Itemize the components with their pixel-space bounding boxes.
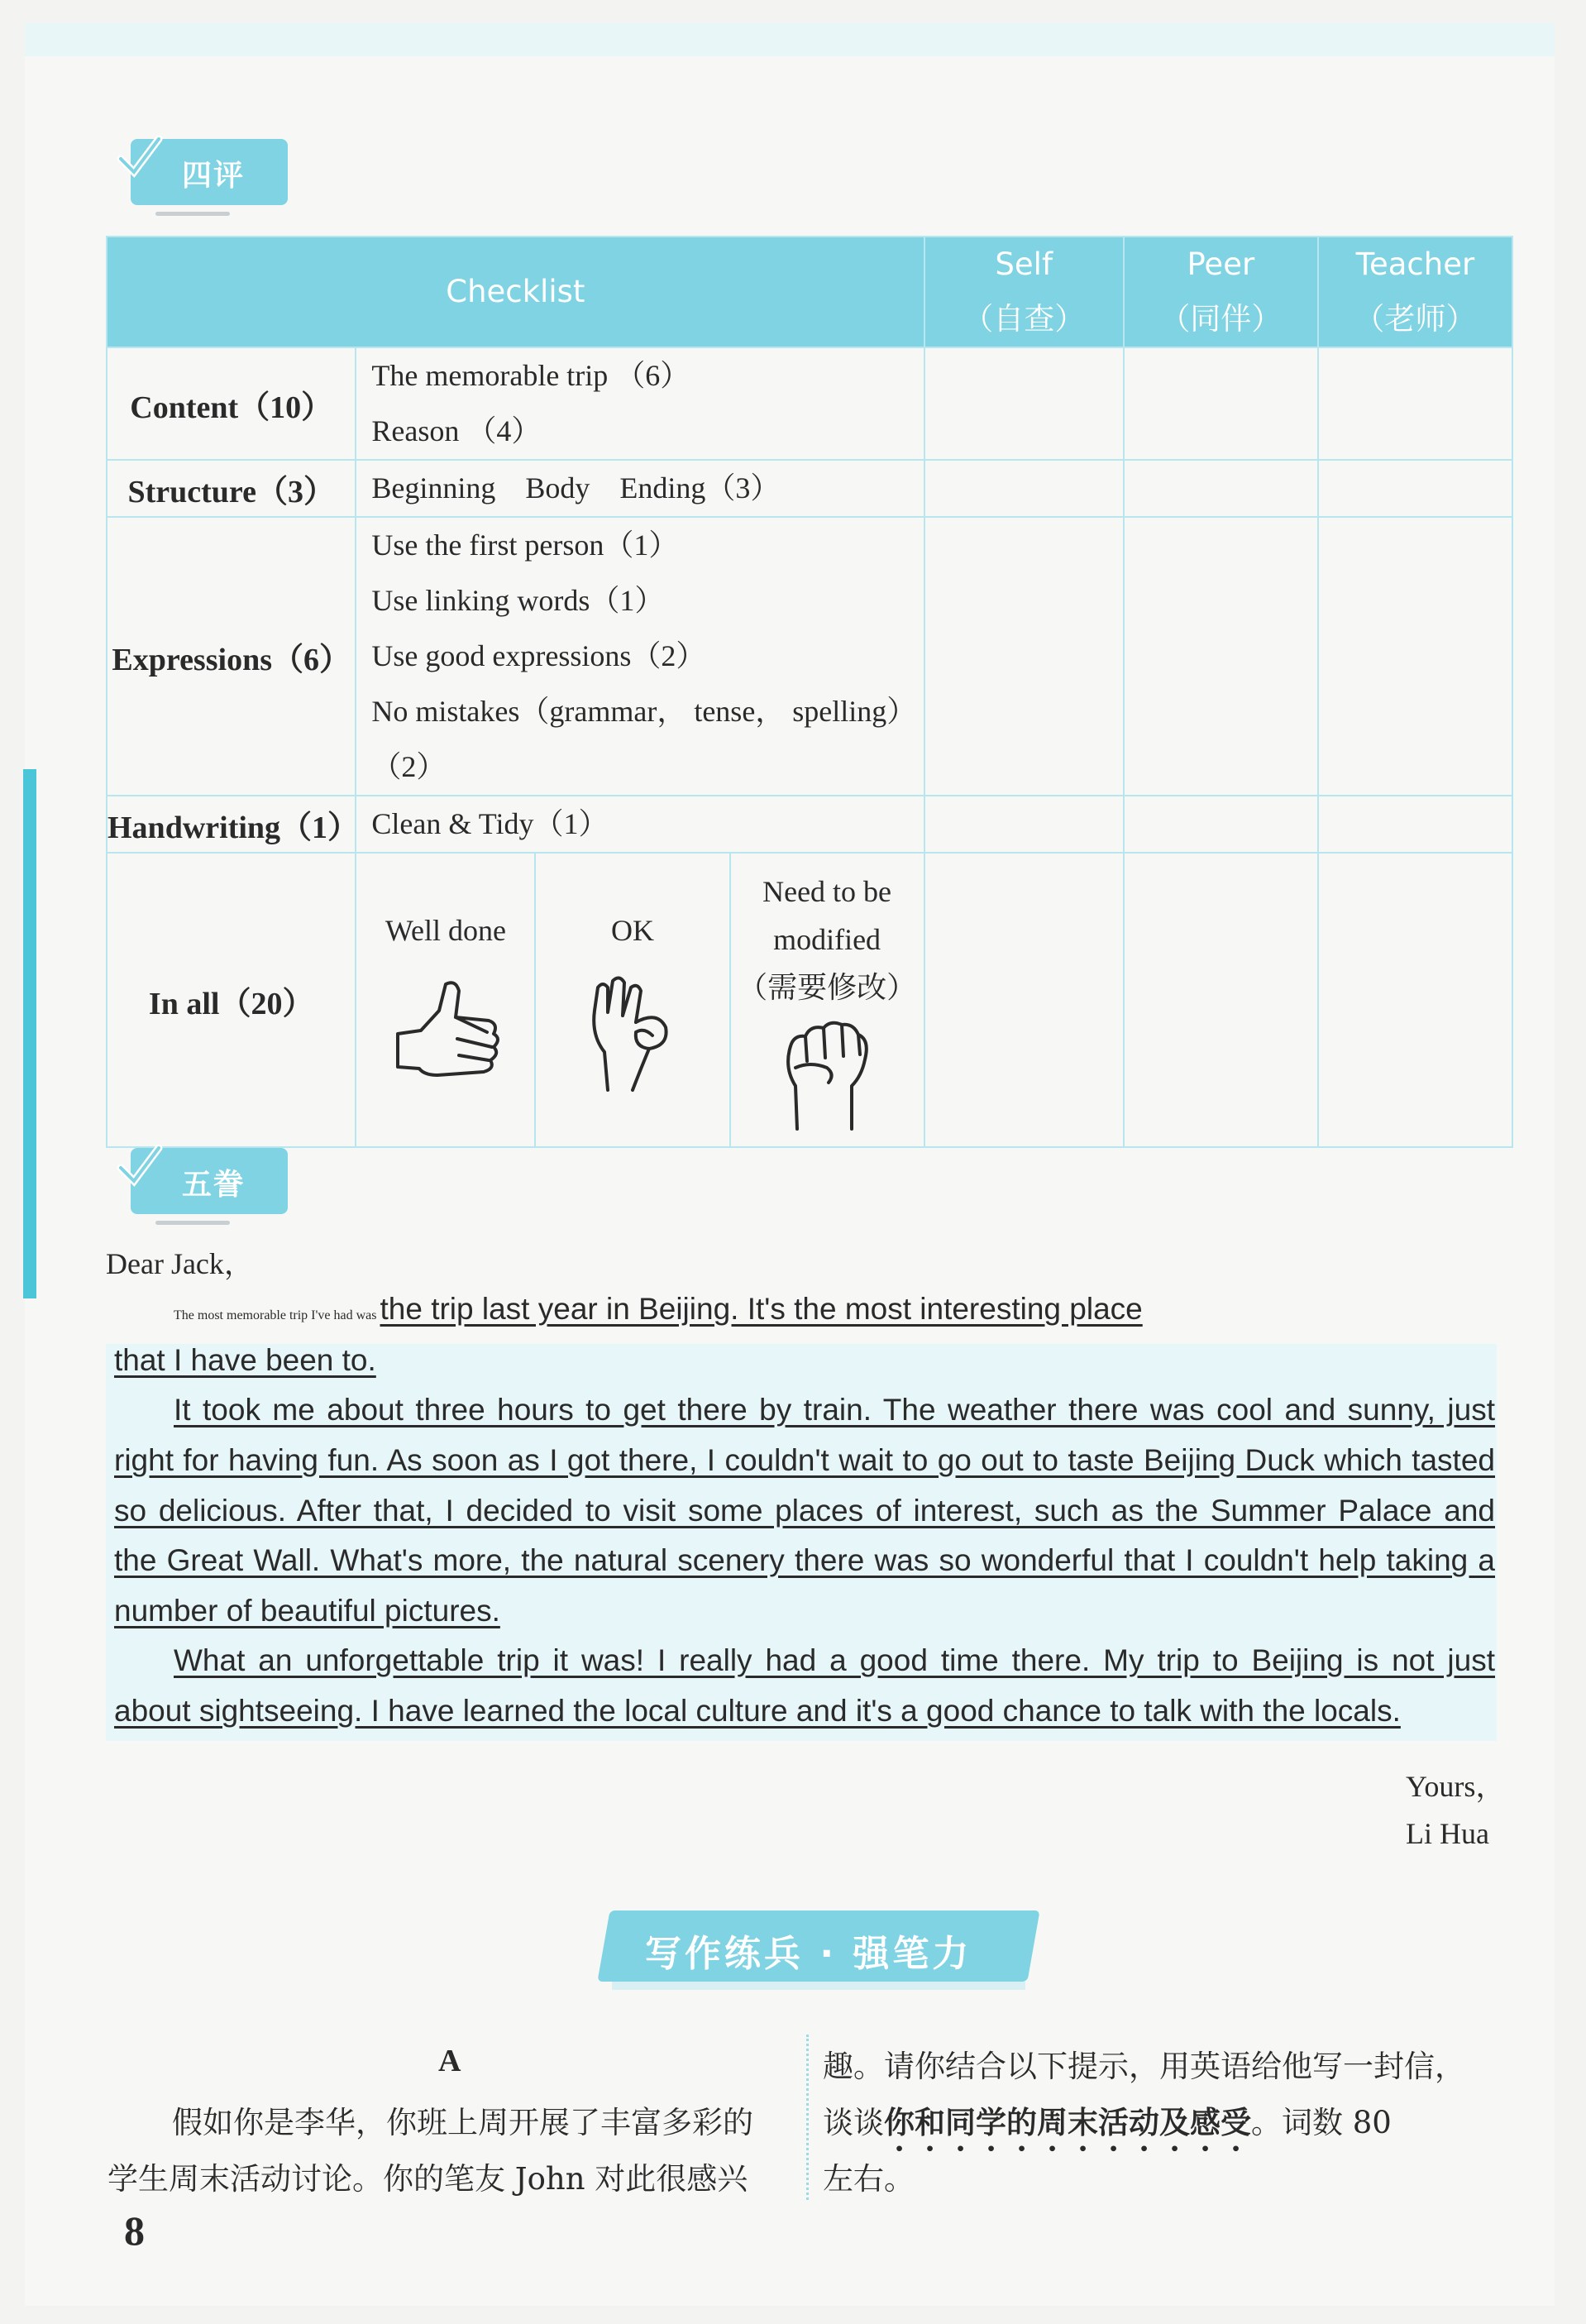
- criterion-handwriting: Handwriting（1）: [107, 796, 356, 853]
- checkmark-icon: [114, 1143, 164, 1193]
- fist-icon: [777, 1016, 877, 1132]
- task-text-left-1: 假如你是李华，你班上周开展了丰富多彩的: [172, 2105, 753, 2140]
- section-tag-copy: [114, 1148, 288, 1214]
- teacher-score-cell[interactable]: [1318, 853, 1512, 1147]
- ok-hand-icon: [583, 969, 682, 1093]
- well-done-label: Well done: [385, 914, 506, 947]
- letter-closing: Yours，: [1406, 1770, 1506, 1803]
- letter-line: that I have been to.: [114, 1343, 376, 1377]
- letter-line: right for having fun. As soon as I got there, I couldn't wait to go out to taste Beijing Duck which tasted: [114, 1443, 1495, 1477]
- letter-p1-lead: The most memorable trip I've had was: [174, 1308, 380, 1322]
- practice-banner: [579, 1910, 1042, 1989]
- top-band: [25, 23, 1555, 56]
- table-row: [107, 347, 1512, 460]
- task-label: A: [438, 2044, 461, 2078]
- header-teacher: Teacher （老师）: [1318, 237, 1512, 347]
- criterion-in-all: In all（20）: [107, 853, 356, 1147]
- ok-label: OK: [610, 914, 654, 947]
- emphasized-prompt: 你和同学的周末活动及感受: [884, 2105, 1251, 2140]
- letter-p1-underlined: the trip last year in Beijing. It's the most interesting place: [380, 1292, 1143, 1326]
- teacher-score-cell[interactable]: [1318, 460, 1512, 517]
- table-header-row: [107, 237, 1512, 347]
- letter-line: [174, 1292, 1497, 1327]
- header-peer: Peer （同伴）: [1124, 237, 1318, 347]
- header-checklist: Checklist: [107, 237, 924, 347]
- letter-greeting: Dear Jack，: [106, 1247, 254, 1280]
- page-number: 8: [124, 2207, 145, 2254]
- self-score-cell[interactable]: [924, 796, 1124, 853]
- criterion-expressions: Expressions（6）: [107, 517, 356, 796]
- table-row: [107, 460, 1512, 517]
- side-accent-bar: [23, 769, 36, 1298]
- criterion-items: Beginning Body Ending（3）: [356, 460, 924, 517]
- peer-score-cell[interactable]: [1124, 796, 1318, 853]
- header-self: Self （自查）: [924, 237, 1124, 347]
- section-tag-review: [114, 139, 288, 205]
- letter-line: It took me about three hours to get there by train. The weather there was cool and sunny, just: [174, 1393, 1495, 1427]
- table-row-in-all: [107, 853, 1512, 1147]
- peer-score-cell[interactable]: [1124, 853, 1318, 1147]
- thumbs-up-icon: [388, 969, 504, 1093]
- column-divider: [806, 2035, 809, 2200]
- self-score-cell[interactable]: [924, 517, 1124, 796]
- section-tag-label: 五誊: [182, 1168, 246, 1202]
- self-score-cell[interactable]: [924, 347, 1124, 460]
- letter-line: the Great Wall. What's more, the natural scenery there was so wonderful that I couldn't help taking a: [114, 1543, 1495, 1577]
- need-label-cn: （需要修改）: [738, 971, 917, 1004]
- letter-line: number of beautiful pictures.: [114, 1594, 500, 1628]
- table-row: [107, 796, 1512, 853]
- need-label-2: modified: [773, 923, 881, 956]
- self-score-cell[interactable]: [924, 853, 1124, 1147]
- self-score-cell[interactable]: [924, 460, 1124, 517]
- rating-needs-modification[interactable]: [730, 853, 924, 1147]
- rating-ok[interactable]: [535, 853, 729, 1147]
- checkmark-icon: [114, 134, 164, 184]
- criterion-content: Content（10）: [107, 347, 356, 460]
- task-text-left-2: 学生周末活动讨论。你的笔友 John 对此很感兴: [107, 2161, 748, 2197]
- criterion-items: Use the first person（1） Use linking words（1） Use good expressions（2） No mistakes（grammar， tense， spelling） （2）: [356, 517, 924, 796]
- banner-title: 写作练兵 · 强笔力: [645, 1933, 972, 1975]
- teacher-score-cell[interactable]: [1318, 517, 1512, 796]
- letter-line: so delicious. After that, I decided to visit some places of interest, such as the Summer Palace and: [114, 1494, 1495, 1528]
- banner-underline: [612, 1982, 1025, 1990]
- peer-score-cell[interactable]: [1124, 517, 1318, 796]
- criterion-items: The memorable trip （6） Reason （4）: [356, 347, 924, 460]
- criterion-items: Clean & Tidy（1）: [356, 796, 924, 853]
- peer-score-cell[interactable]: [1124, 460, 1318, 517]
- letter-signature: Li Hua: [1406, 1817, 1489, 1850]
- task-text-right-2: 谈谈你和同学的周末活动及感受。词数 80: [823, 2105, 1392, 2140]
- task-text-right-3: 左右。: [823, 2161, 915, 2197]
- section-tag-label: 四评: [182, 159, 246, 193]
- checklist-table: [106, 236, 1513, 1148]
- criterion-structure: Structure（3）: [107, 460, 356, 517]
- tag-shadow: [155, 1221, 230, 1225]
- rating-well-done[interactable]: [356, 853, 535, 1147]
- letter-line: What an unforgettable trip it was! I really had a good time there. My trip to Beijing is not just: [174, 1643, 1495, 1677]
- table-row: [107, 517, 1512, 796]
- teacher-score-cell[interactable]: [1318, 347, 1512, 460]
- teacher-score-cell[interactable]: [1318, 796, 1512, 853]
- tag-shadow: [155, 212, 230, 216]
- task-text-right-1: 趣。请你结合以下提示，用英语给他写一封信，: [823, 2049, 1465, 2084]
- letter-line: about sightseeing. I have learned the local culture and it's a good chance to talk with the locals.: [114, 1694, 1401, 1728]
- need-label-1: Need to be: [762, 875, 892, 908]
- peer-score-cell[interactable]: [1124, 347, 1318, 460]
